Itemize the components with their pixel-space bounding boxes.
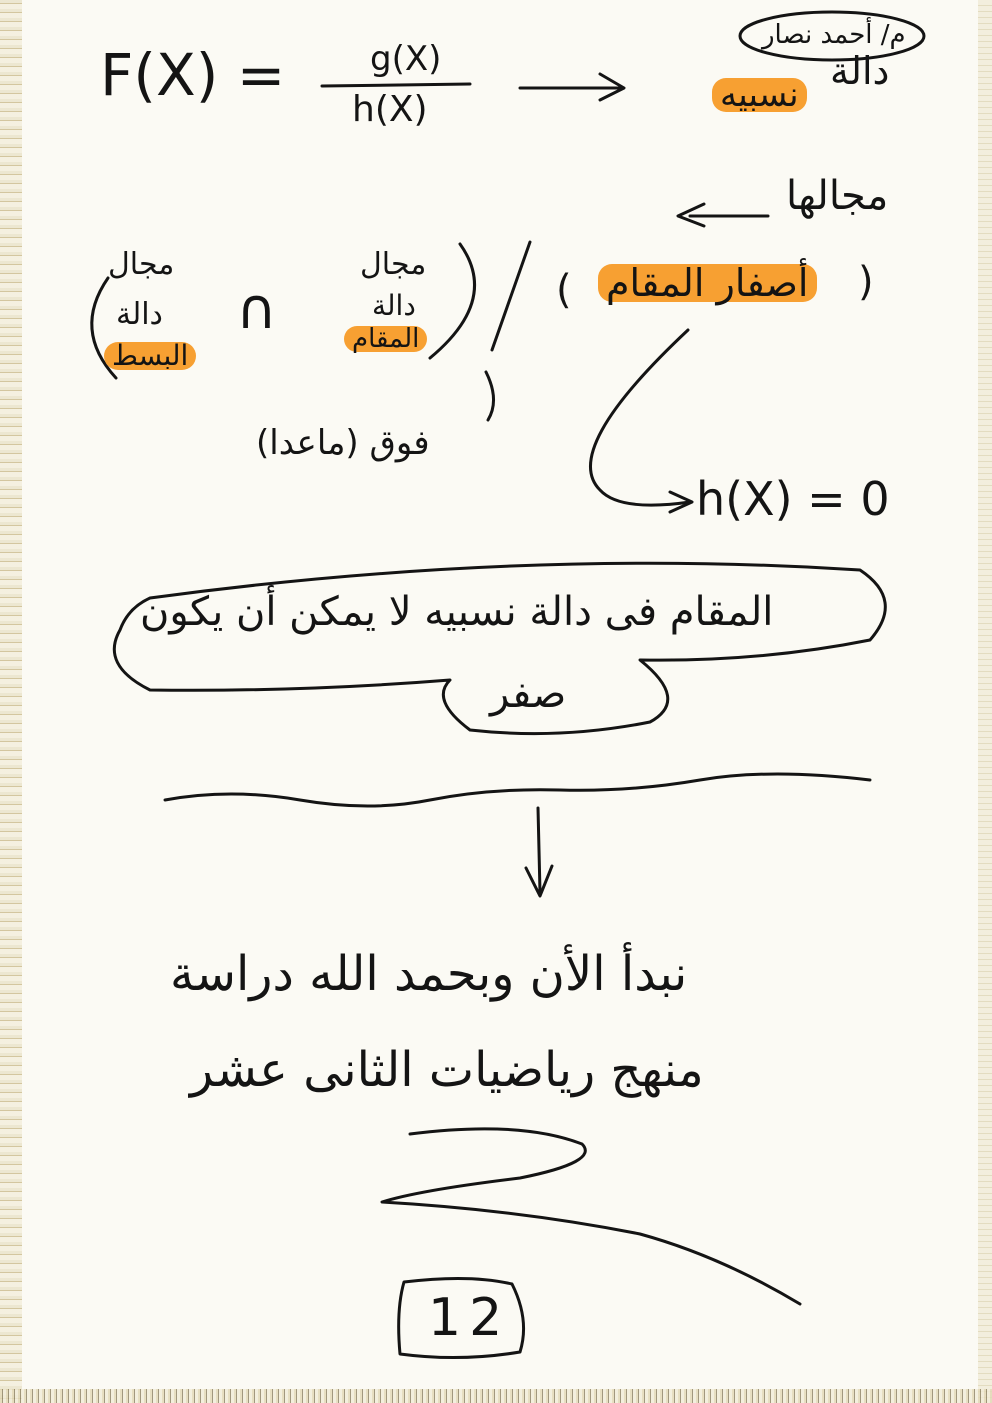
- callout-line1: المقام فى دالة نسبيه لا يمكن أن يكون: [140, 589, 774, 635]
- closing-line2: منهج رياضيات الثانى عشر: [190, 1042, 704, 1098]
- denominator-domain-line2: دالة: [372, 289, 416, 322]
- callout-line2: صفر: [490, 671, 567, 717]
- curved-arrow-icon: [590, 330, 692, 512]
- domain-note: فوق (ماعدا): [256, 423, 430, 463]
- divider-slash: [492, 242, 530, 350]
- formula-denominator: h(X): [352, 89, 428, 130]
- left-close-paren: [430, 244, 475, 358]
- formula-lhs: F(X) =: [100, 41, 286, 109]
- numerator-domain-highlight: البسط: [104, 342, 196, 370]
- denominator-equation: h(X) = 0: [696, 472, 890, 526]
- wavy-divider: [165, 774, 870, 806]
- denominator-domain-line1: مجال: [360, 247, 427, 282]
- arrow-down-icon: [526, 808, 552, 896]
- domain-label: مجالها: [786, 173, 889, 219]
- zeros-close-paren: ): [858, 259, 874, 305]
- page-number: 12: [428, 1288, 511, 1348]
- formula-numerator: g(X): [370, 39, 442, 79]
- function-label-highlight: نسبيه: [712, 78, 807, 112]
- numerator-domain-line2: دالة: [116, 297, 163, 332]
- numerator-domain-line1: مجال: [108, 247, 175, 282]
- closing-line1: نبدأ الأن وبحمد الله دراسة: [170, 946, 688, 1002]
- intersection-symbol: ∩: [236, 277, 277, 342]
- zeros-open-paren: (: [556, 267, 572, 313]
- denominator-domain-highlight: المقام: [344, 326, 427, 352]
- fraction-bar: [322, 84, 470, 86]
- arrow-left-icon: [678, 204, 768, 226]
- arrow-right-icon: [520, 74, 624, 100]
- function-label-prefix: دالة: [830, 49, 890, 93]
- zeros-highlight: أصفار المقام: [598, 264, 817, 302]
- author-name: م/ أحمد نصار: [762, 20, 906, 50]
- note-connector: [486, 372, 494, 420]
